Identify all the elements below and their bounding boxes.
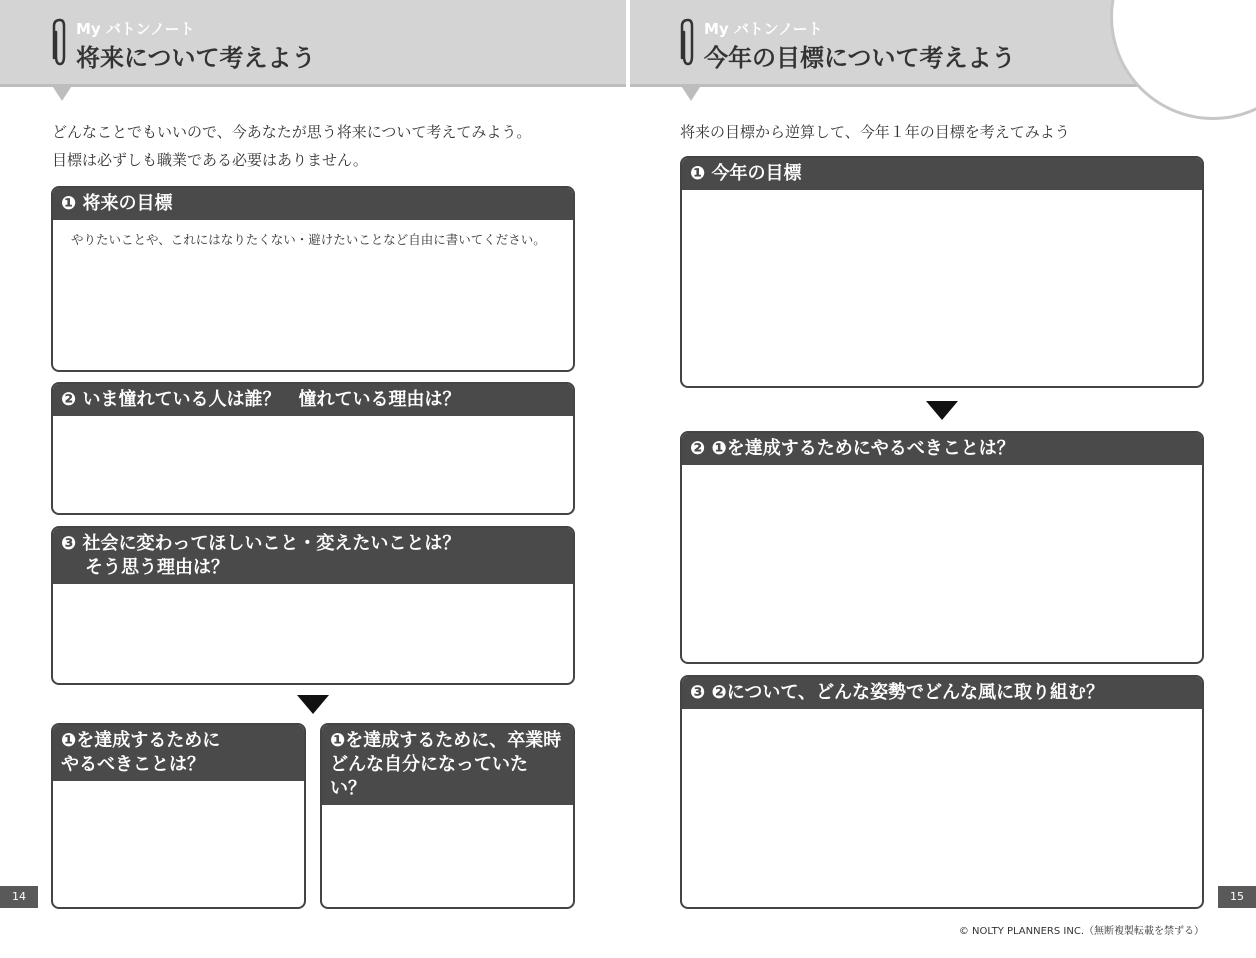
page-number: 14: [0, 886, 38, 908]
box-header-line-1: ❸ 社会に変わってほしいこと・変えたいことは？: [61, 533, 461, 554]
paperclip-icon: [678, 18, 698, 68]
down-arrow-icon: [926, 401, 958, 420]
box-header-line-2: そう思う理由は？: [85, 557, 229, 578]
box-header: ❶ 将来の目標: [53, 188, 573, 220]
box-header: ❶ 今年の目標: [682, 158, 1202, 190]
page-title: 将来について考えよう: [76, 44, 316, 72]
banner-notch: [51, 84, 73, 101]
box-header: ❷ ❶を達成するためにやるべきことは？: [682, 433, 1202, 465]
box-header-line-1: ❶を達成するために、卒業時: [330, 730, 562, 751]
down-arrow-icon: [297, 695, 329, 714]
intro-line: 将来の目標から逆算して、今年１年の目標を考えてみよう: [680, 123, 1070, 141]
actions-box[interactable]: [680, 431, 1204, 664]
graduation-self-box[interactable]: [320, 723, 575, 909]
box-header: ❷ いま憧れている人は誰？ 憧れている理由は？: [53, 384, 573, 416]
box-header-line-2: どんな自分になっていたい？: [330, 754, 528, 799]
future-goal-box[interactable]: [51, 186, 575, 372]
admired-person-box[interactable]: [51, 382, 575, 515]
box-header-line-2: やるべきことは？: [61, 754, 205, 775]
approach-box[interactable]: [680, 675, 1204, 909]
box-hint: やりたいことや、これにはなりたくない・避けたいことなど自由に書いてください。: [71, 232, 546, 247]
this-year-goal-box[interactable]: [680, 156, 1204, 388]
box-header: ❸ ❷について、どんな姿勢でどんな風に取り組む？: [682, 677, 1202, 709]
box-header-line-1: ❶を達成するために: [61, 730, 221, 751]
todo-box[interactable]: [51, 723, 306, 909]
intro-line-2: 目標は必ずしも職業である必要はありません。: [52, 151, 368, 169]
banner-subtitle: My バトンノート: [76, 20, 195, 38]
page-title: 今年の目標について考えよう: [704, 44, 1016, 72]
banner-subtitle: My バトンノート: [704, 20, 823, 38]
intro-line-1: どんなことでもいいので、今あなたが思う将来について考えてみよう。: [52, 123, 532, 141]
right-banner: [630, 0, 1256, 87]
left-banner: [0, 0, 626, 87]
page-number: 15: [1218, 886, 1256, 908]
paperclip-icon: [50, 18, 70, 68]
box-header: [53, 725, 304, 781]
box-header: [53, 528, 573, 584]
banner-notch: [680, 84, 702, 101]
box-header: [322, 725, 573, 805]
copyright: © NOLTY PLANNERS INC.（無断複製転載を禁ずる）: [958, 926, 1204, 937]
corner-decoration: [1110, 0, 1256, 120]
social-change-box[interactable]: [51, 526, 575, 685]
